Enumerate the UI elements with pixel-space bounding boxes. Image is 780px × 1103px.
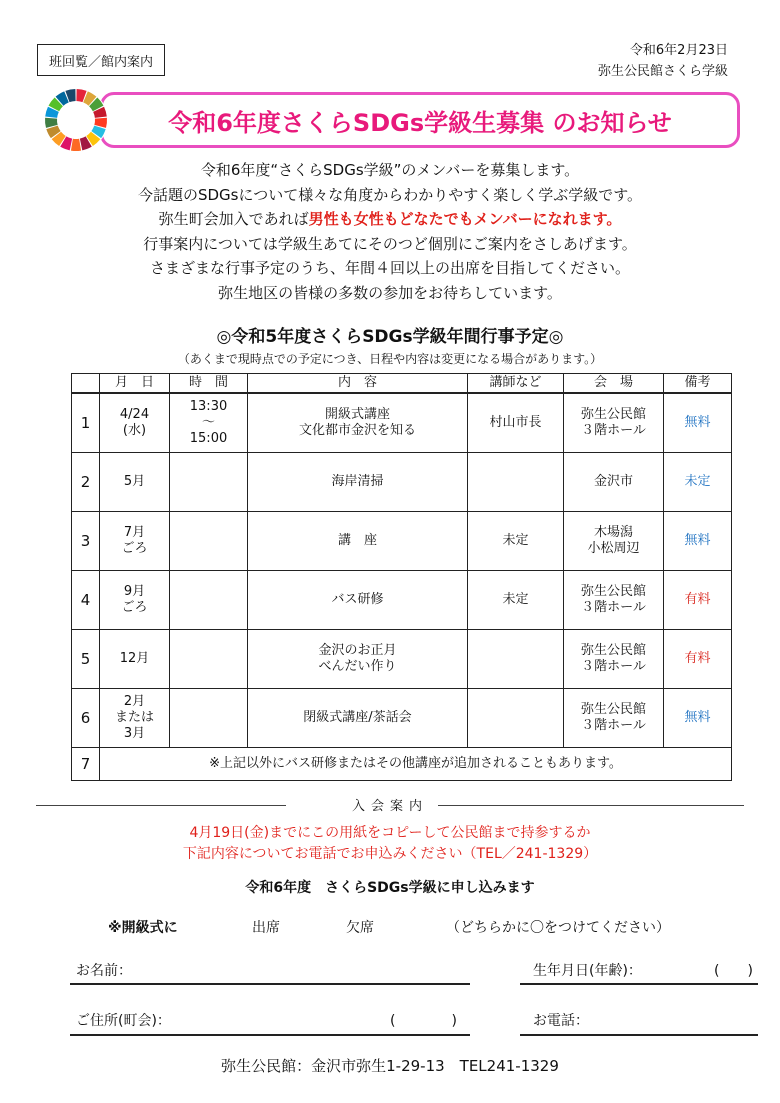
row-date: 7月 ごろ — [100, 511, 170, 570]
address-field[interactable] — [70, 1034, 470, 1036]
name-field[interactable] — [70, 983, 470, 985]
row-venue: 弥生公民館 ３階ホール — [564, 570, 664, 629]
schedule-table — [71, 373, 732, 781]
row-content: 講 座 — [248, 511, 468, 570]
row-date: 12月 — [100, 629, 170, 688]
schedule-row — [72, 511, 732, 570]
row-note: 無料 — [664, 393, 732, 452]
schedule-extra-row — [72, 747, 732, 780]
row-lecturer — [468, 452, 564, 511]
row-time: 13:30 ～ 15:00 — [170, 393, 248, 452]
row-num: 7 — [72, 747, 100, 780]
intro-line-4: 行事案内については学級生あてにそのつど個別にご案内をさしあげます。 — [143, 234, 637, 253]
entry-instructions — [0, 823, 780, 865]
sdgs-wheel-icon — [44, 88, 108, 152]
row-date: 5月 — [100, 452, 170, 511]
circulation-tag: 班回覧／館内案内 — [37, 44, 165, 76]
row-content: 金沢のお正月 べんだい作り — [248, 629, 468, 688]
footer-contact: 弥生公民館：金沢市弥生1-29-13 TEL241-1329 — [221, 1057, 559, 1075]
intro-line-3 — [0, 207, 780, 232]
address-label: ご住所(町会)： — [76, 1013, 171, 1029]
row-venue: 弥生公民館 ３階ホール — [564, 688, 664, 747]
birth-age-paren: ( ) — [714, 963, 753, 979]
entry-heading — [0, 795, 780, 814]
banner-title: 令和6年度さくらSDGs学級生募集 のお知らせ — [168, 108, 672, 137]
entry-line-2: 下記内容についてお電話でお申込みください（TEL／241-1329） — [182, 846, 598, 862]
row-time — [170, 452, 248, 511]
schedule-row — [72, 570, 732, 629]
row-num: 4 — [72, 570, 100, 629]
intro-line-3-highlight: 男性も女性もどなたでもメンバーになれます。 — [308, 210, 622, 228]
row-num: 5 — [72, 629, 100, 688]
schedule-header-row — [72, 374, 732, 394]
row-num: 1 — [72, 393, 100, 452]
header-num — [72, 374, 100, 394]
row-note: 有料 — [664, 570, 732, 629]
row-note: 無料 — [664, 511, 732, 570]
row-time — [170, 570, 248, 629]
schedule-row — [72, 452, 732, 511]
header-content: 内 容 — [248, 374, 468, 394]
title-banner — [100, 92, 740, 148]
row-venue: 弥生公民館 ３階ホール — [564, 629, 664, 688]
absent-option[interactable]: 欠席 — [346, 920, 374, 936]
name-label: お名前： — [76, 963, 132, 979]
row-date: 2月 または 3月 — [100, 688, 170, 747]
intro-line-5: さまざまな行事予定のうち、年間４回以上の出席を目指してください。 — [149, 259, 630, 277]
header-note: 備考 — [664, 374, 732, 394]
birth-label: 生年月日(年齢)： — [533, 963, 642, 979]
attend-option[interactable]: 出席 — [252, 920, 280, 936]
issue-date: 令和6年2月23日 — [629, 43, 728, 58]
row-note: 未定 — [664, 452, 732, 511]
row-content: バス研修 — [248, 570, 468, 629]
header-lecturer: 講師など — [468, 374, 564, 394]
row-venue: 木場潟 小松周辺 — [564, 511, 664, 570]
intro-line-2: 今話題のSDGsについて様々な角度からわかりやすく楽しく学ぶ学級です。 — [137, 185, 642, 204]
row-lecturer — [468, 629, 564, 688]
sdg-segment — [71, 139, 81, 151]
row-lecturer: 村山市長 — [468, 393, 564, 452]
issue-info — [598, 40, 728, 82]
row-venue: 弥生公民館 ３階ホール — [564, 393, 664, 452]
row-time — [170, 629, 248, 688]
row-venue: 金沢市 — [564, 452, 664, 511]
intro-line-1: 令和6年度“さくらSDGs学級”のメンバーを募集します。 — [200, 161, 580, 179]
row-num: 2 — [72, 452, 100, 511]
entry-line-1: 4月19日(金)までにこの用紙をコピーして公民館まで持参するか — [189, 825, 591, 841]
intro-line-6: 弥生地区の皆様の多数の参加をお待ちしています。 — [218, 283, 562, 302]
row-lecturer — [468, 688, 564, 747]
header-venue: 会 場 — [564, 374, 664, 394]
header-date: 月 日 — [100, 374, 170, 394]
apply-title: 令和6年度 さくらSDGs学級に申し込みます — [245, 880, 535, 896]
entry-heading-text: 入会案内 — [342, 799, 438, 814]
address-town-paren: ( ) — [390, 1013, 457, 1029]
intro-line-3-pre: 弥生町会加入であれば — [158, 210, 309, 228]
row-date: 4/24 (水) — [100, 393, 170, 452]
extra-note: ※上記以外にバス研修またはその他講座が追加されることもあります。 — [100, 747, 732, 780]
issuer: 弥生公民館さくら学級 — [597, 64, 728, 79]
phone-field[interactable] — [520, 1034, 758, 1036]
birth-field[interactable] — [520, 983, 758, 985]
row-content: 海岸清掃 — [248, 452, 468, 511]
schedule-title: ◎令和5年度さくらSDGs学級年間行事予定◎ — [216, 327, 564, 347]
row-date: 9月 ごろ — [100, 570, 170, 629]
row-content: 開級式講座 文化都市金沢を知る — [248, 393, 468, 452]
row-num: 3 — [72, 511, 100, 570]
row-time — [170, 511, 248, 570]
schedule-note: （あくまで現時点での予定につき、日程や内容は変更になる場合があります。） — [177, 352, 603, 366]
row-note: 有料 — [664, 629, 732, 688]
header-time: 時 間 — [170, 374, 248, 394]
opening-label: ※開級式に — [108, 920, 178, 936]
row-num: 6 — [72, 688, 100, 747]
phone-label: お電話： — [533, 1013, 589, 1029]
row-lecturer: 未定 — [468, 570, 564, 629]
row-time — [170, 688, 248, 747]
schedule-row — [72, 629, 732, 688]
opening-hint: （どちらかに〇をつけてください） — [446, 920, 670, 936]
schedule-row — [72, 688, 732, 747]
schedule-row — [72, 393, 732, 452]
row-content: 閉級式講座/茶話会 — [248, 688, 468, 747]
intro-text — [0, 158, 780, 305]
row-note: 無料 — [664, 688, 732, 747]
row-lecturer: 未定 — [468, 511, 564, 570]
